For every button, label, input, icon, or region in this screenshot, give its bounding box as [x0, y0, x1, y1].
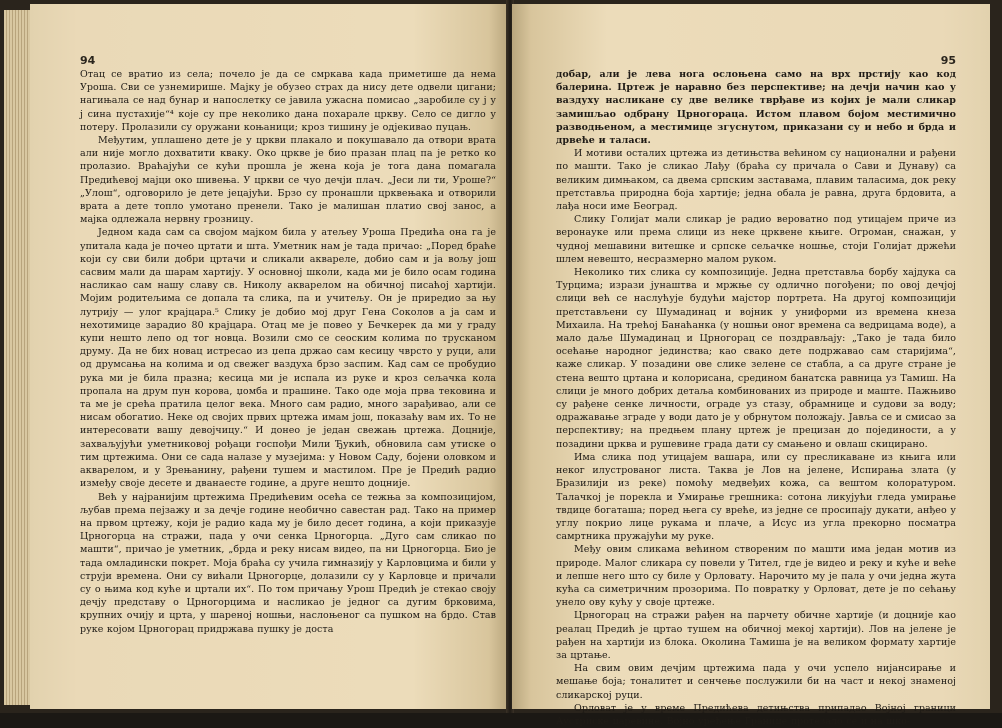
page-edges	[4, 10, 32, 705]
paragraph: Једном када сам са својом мајком била у атељеу Уроша Предића она га је упитала када је почео цртати и шта. Уметник нам је тада причао: „Поред браће који су сви били добри цртачи и сликали акварелe, добио сам и ја вољу још сасвим мали да шарам хартију. У основној школи, када ми је било осам година насликао сам нашу славу св. Николу акварелом на обичној писаћој хартији. Мојим родитељима се допала та слика, па и учитељу. Он је приредио за њу лутрију — улог крајцара.⁵ Слику је добио мој друг Гена Соколов а ја сам и нехотимице зарадио 80 крајцара. Отац ме је повео у Бечкерек да ми у граду купи нешто лепо од тог новца. Возили смо се сеоским колима по трусканом друму. Да не бих новац истресао из џепа држао сам кесицу чврсто у руци, али од друмсања на колима и од свежег ваздуха брзо заспим. Кад сам се пробудио рука ми је била празна; кесица ми је испала из руке и кроз сељачка кола пропала на друм пун корова, џомба и прашине. Тако оде моја прва тековина и та ме је срећа пратила целог века. Много сам радио, много зарађивао, али се нисам обогатио. Неке од својих првих цртежа имам још, показаћу вам их. То не интересовати вашу девојчицу.“ И донео је један свежањ цртежа. Доцније, захваљујући уметниковој рођаци госпођи Мили Ђукић, обновила сам утиске о тим цртежима. Они се сада налазе у музејима: у Новом Саду, бојени оловком и акварелом, и у Зрењанину, рађени тушем и мастилом. Пре је Предић радио између своје десете и дванаесте године, а друге нешто доцније.	[80, 227, 496, 490]
paragraph: Међу овим сликама већином створеним по машти има један мотив из природе. Малог сликара су повели у Тител, где је видео и реку и куће и веће и лепше него што су биле у Орловату. Нарочито му је пала у очи једна жута кућа са симетричним прозорима. По повратку у Орловат, дете је по сећању унело ову кућу у своје цртеже.	[556, 544, 956, 609]
paragraph: На свим овим дечјим цртежима пада у очи успело нијансирање и мешање боја; тоналитет и сенчење послужили би на част и некој знаменој сликарској руци.	[556, 663, 956, 701]
paragraph: Слику Голијат мали сликар је радио вероватно под утицајем приче из веронауке или према слици из неке црквене књиге. Огроман, снажан, у чудној мешавини витешке и српске сељачке ношње, стоји Голијат држећи шлем невешто, несразмерно малом руком.	[556, 214, 956, 265]
left-page-text	[80, 68, 496, 636]
paragraph: Већ у најранијим цртежима Предићевим осећа се тежња за композицијом, љубав према пејзажу и за дечје године необично савестан рад. Тако на пример на првом цртежу, који је радио када му је било десет година, а који приказује Црногорца на стражи, пада у очи сенка Црногорца. „Дуго сам сликао по машти“, причао је уметник, „брда и реку нисам видео, па ни Црногорца. Био је тада омладински покрет. Моја браћа су учила гимназију у Карловцима и били у струји времена. Они су вићали Црногорце, долазили су у Карловце и причали су о њима код куће и цртали их“. По том причању Урош Предић је стекао своју дечју представу о Црногорцима и насликао је једног са дугим брковима, крупних очију и црта, у шареној ношњи, наслоњеног са пушком на брдо. Став руке којом Црногорац придржава пушку је доста	[80, 491, 496, 635]
right-page-text	[556, 68, 956, 728]
left-page	[30, 4, 508, 709]
paragraph: Црногорац на стражи рађен на парчету обичне хартије (и доцније као реалац Предић је цртао тушем на обичној мекој хартији). Лов на јелене је рађен на хартији из блока. Околина Тамиша је на великом формату хартије за цртање.	[556, 610, 956, 661]
paragraph: Неколико тих слика су композиције. Једна претставља борбу хајдука са Турцима; изрази јунаштва и мржње су одлично погођени; по овој дечјој слици већ се наслућује будући мајстор портрета. На другој композицији претстављени су Шумадинац и војник у униформи из времена кнеза Михаила. На трећој Банаћанка (у ношњи оног времена са ведрицама воде), а мало даље Шумадинац и Црногорац се поздрављају: „Тако је тада било осећање народног јединства; као свако дете подржавао сам старијима“, каже сликар. У позадини ове слике зелене се стабла, а са друге стране је стена вешто цртана и колорисана, средином банатска равница уз Тамиш. На слици је много добрих детаља комбинованих из природе и маште. Пажњиво су рађене сенке личности, ограде уз стазу, обрамнице и судови за воду; одражавање зграде у води дато је у обрнутом положају. Јављa се и смисао за перспективу; на предњем плану цртеж је прецизан до појединости, а у позадини црква и рушевине града дати су смањено и овлаш скицирано.	[556, 267, 956, 450]
paragraph: Има слика под утицајем вашара, или су пресликаване из књига или неког илустрованог листа. Таква је Лов на јелене, Испирања злата (у Бразилији из реке) помоћу медвеђих кожа, са вештом колоратуром. Талачкој је порекла и Умирање грешника: сотона ликујући гледа умирање твдице богаташа; поред њега су вреће, из једне се просипају дукати, анђео у углу покрио лице рукама и плаче, а Исус из угла прекорно посматра самртника пружајући му руке.	[556, 451, 956, 543]
paragraph: Орловат је у време Предићева детињства припадао Војној граници Аустриске царевине. Војно уређење Границе протезало се и на шко-	[556, 702, 956, 727]
right-page	[512, 4, 990, 727]
paragraph: Отац се вратио из села; почело је да се смркава када приметише да нема Уроша. Сви се узнемирише. Мајку је обузео страх да нису дете одвели цигани; нагињала се над бунар и напослетку се јавила ужасна помисао „заробиле су ј у ј сина пустахије“⁴ које су пре неколико дана похарале цркву. Село се дигло у потеру. Пролазили су оружани коњаници; кроз тишину је одјекивао пуцањ.	[80, 69, 496, 133]
paragraph: Међутим, уплашено дете је у цркви плакало и покушавало да отвори врата али није могло дохватити кваку. Око цркве је био празан плац па је ретко ко пролазио. Враћајући се кући прошла је жена која је тога дана помагала Предићевој мајци око шивења. У цркви се чуо дечји плач. „Јеси ли ти, Уроше?“ „Улош“, одговорило је дете јецајући. Брзо су пронашли црквењака и отворили врата а дете топло умотано пренели. Тако је малишан платио свој занос, а мајка одлежала нервну грозницу.	[80, 135, 496, 226]
page-number-right: 95	[940, 54, 956, 67]
paragraph: добар, али је лева нога ослоњена само на врх прстију као код балерина. Цртеж је наравно без перспективе; на дечји начин као у ваздуху насликане су две велике тврђаве из којих је мали сликар замишљао одбрану Црногораца. Истом плавом бојом местимично разводњеном, а местимице згуснутом, приказани су и небо и брда и дрвеће и таласи.	[556, 69, 956, 147]
page-number-left: 94	[80, 54, 96, 67]
paragraph: И мотиви осталих цртежа из детињства већином су национални и рађени по машти. Тако је сликао Лађу (браћа су причала о Сави и Дунаву) са великим димњаком, са двема српским заставама, плавим таласима, док реку претставља природна боја хартије; једна обала је равна, друга брдовита, а лађа носи име Београд.	[556, 148, 956, 213]
